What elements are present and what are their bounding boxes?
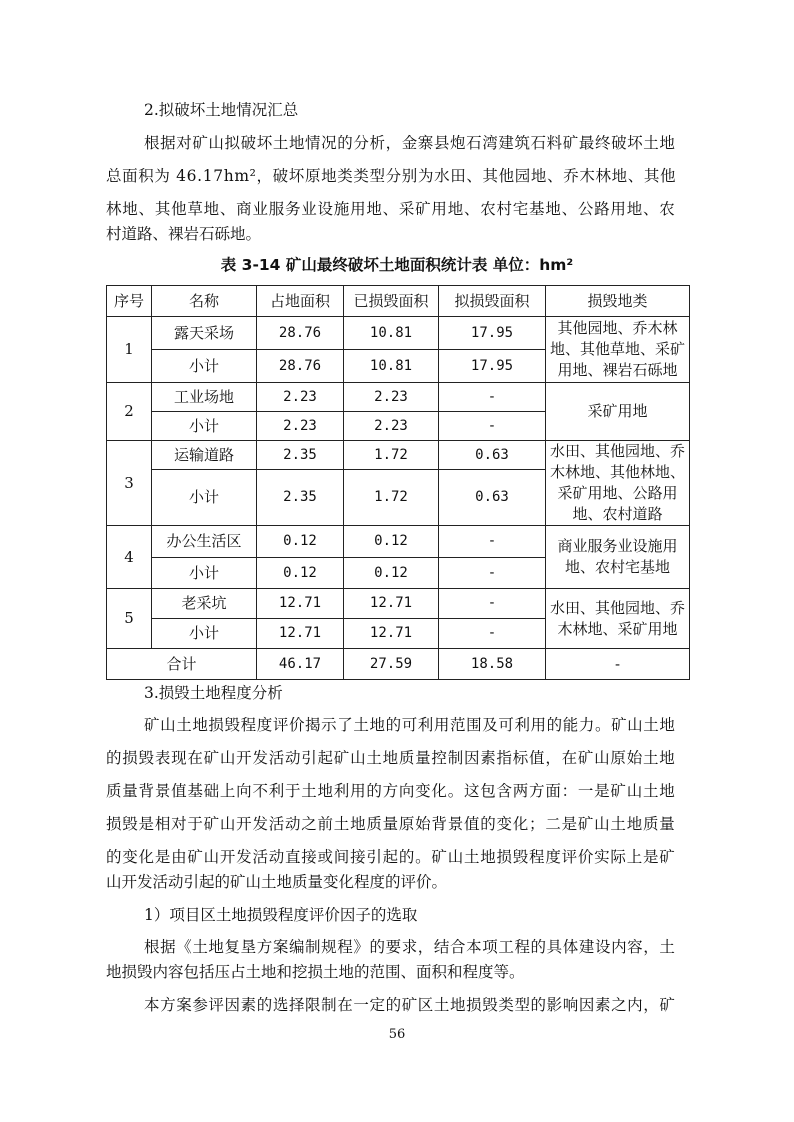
paragraph-line: 矿山土地损毁程度评价揭示了土地的可利用范围及可利用的能力。矿山土地	[144, 716, 676, 734]
cell-name: 工业场地	[152, 383, 257, 412]
table-total-row	[107, 649, 690, 680]
cell-name: 办公生活区	[152, 526, 257, 558]
col-header: 占地面积	[257, 286, 344, 317]
section3-heading: 3.损毁土地程度分析	[144, 684, 283, 702]
table-row	[107, 526, 690, 558]
cell-area: 0.12	[257, 558, 344, 589]
cell-damaged: 10.81	[344, 350, 439, 383]
table-header-row	[107, 286, 690, 317]
row-number: 3	[107, 441, 152, 526]
cell-name: 小计	[152, 619, 257, 649]
total-label: 合计	[107, 649, 257, 680]
cell-name: 小计	[152, 350, 257, 383]
paragraph-line: 根据对矿山拟破坏土地情况的分析，金寨县炮石湾建筑石料矿最终破坏土地	[144, 134, 676, 152]
cell-area: 12.71	[257, 619, 344, 649]
paragraph-line: 质量背景值基础上向不利于土地利用的方向变化。这包含两方面：一是矿山土地	[106, 782, 676, 800]
table-row	[107, 441, 690, 470]
paragraph-line: 山开发活动引起的矿山土地质量变化程度的评价。	[106, 873, 448, 891]
sub-heading: 1）项目区土地损毁程度评价因子的选取	[144, 906, 418, 924]
paragraph-line: 林地、其他草地、商业服务业设施用地、采矿用地、农村宅基地、公路用地、农	[106, 200, 676, 218]
paragraph-line: 根据《土地复垦方案编制规程》的要求，结合本项工程的具体建设内容，土	[144, 938, 676, 956]
cell-land-types: 水田、其他园地、乔木林地、采矿用地	[546, 589, 690, 649]
cell-area: 2.35	[257, 470, 344, 526]
row-number: 4	[107, 526, 152, 589]
paragraph-line: 的损毁表现在矿山开发活动引起矿山土地质量控制因素指标值，在矿山原始土地	[106, 749, 676, 767]
cell-damaged: 2.23	[344, 383, 439, 412]
cell-damaged: 12.71	[344, 619, 439, 649]
cell-planned: 17.95	[439, 317, 546, 350]
cell-land-types: 水田、其他园地、乔木林地、其他林地、采矿用地、公路用地、农村道路	[546, 441, 690, 526]
cell-area: 12.71	[257, 589, 344, 619]
cell-damaged: 12.71	[344, 589, 439, 619]
cell-planned: 0.63	[439, 441, 546, 470]
col-header: 序号	[107, 286, 152, 317]
cell-damaged: 10.81	[344, 317, 439, 350]
paragraph-line: 地损毁内容包括压占土地和挖损土地的范围、面积和程度等。	[106, 963, 525, 981]
cell-name: 小计	[152, 412, 257, 441]
cell-planned: -	[439, 589, 546, 619]
paragraph-line: 的变化是由矿山开发活动直接或间接引起的。矿山土地损毁程度评价实际上是矿	[106, 848, 676, 866]
cell-land-types: 商业服务业设施用地、农村宅基地	[546, 526, 690, 589]
cell-name: 小计	[152, 558, 257, 589]
table-row	[107, 383, 690, 412]
cell-area: 28.76	[257, 350, 344, 383]
cell-damaged: 1.72	[344, 470, 439, 526]
paragraph-line: 总面积为 46.17hm²，破坏原地类类型分别为水田、其他园地、乔木林地、其他	[106, 167, 677, 185]
cell-planned: 17.95	[439, 350, 546, 383]
cell-name: 露天采场	[152, 317, 257, 350]
total-damaged: 27.59	[344, 649, 439, 680]
cell-planned: -	[439, 526, 546, 558]
page-number: 56	[388, 1027, 406, 1042]
paragraph-line: 村道路、裸岩石砾地。	[106, 225, 262, 243]
col-header: 损毁地类	[546, 286, 690, 317]
cell-planned: -	[439, 558, 546, 589]
cell-planned: -	[439, 383, 546, 412]
cell-damaged: 2.23	[344, 412, 439, 441]
total-land-types: -	[546, 649, 690, 680]
section2-heading: 2.拟破坏土地情况汇总	[144, 101, 299, 119]
cell-name: 小计	[152, 470, 257, 526]
col-header: 已损毁面积	[344, 286, 439, 317]
cell-damaged: 0.12	[344, 558, 439, 589]
col-header: 拟损毁面积	[439, 286, 546, 317]
row-number: 1	[107, 317, 152, 383]
paragraph-line: 损毁是相对于矿山开发活动之前土地质量原始背景值的变化；二是矿山土地质量	[106, 815, 676, 833]
table-caption: 表 3-14 矿山最终破坏土地面积统计表 单位：hm²	[220, 256, 574, 274]
cell-area: 2.23	[257, 383, 344, 412]
cell-area: 2.35	[257, 441, 344, 470]
total-area: 46.17	[257, 649, 344, 680]
cell-land-types: 其他园地、乔木林地、其他草地、采矿用地、裸岩石砾地	[546, 317, 690, 383]
paragraph-line: 本方案参评因素的选择限制在一定的矿区土地损毁类型的影响因素之内，矿	[144, 996, 676, 1014]
cell-area: 2.23	[257, 412, 344, 441]
cell-damaged: 0.12	[344, 526, 439, 558]
table-row	[107, 589, 690, 619]
cell-area: 0.12	[257, 526, 344, 558]
row-number: 5	[107, 589, 152, 649]
table-row	[107, 317, 690, 350]
col-header: 名称	[152, 286, 257, 317]
cell-name: 运输道路	[152, 441, 257, 470]
row-number: 2	[107, 383, 152, 441]
cell-planned: 0.63	[439, 470, 546, 526]
land-damage-table	[106, 285, 690, 680]
total-planned: 18.58	[439, 649, 546, 680]
cell-name: 老采坑	[152, 589, 257, 619]
cell-planned: -	[439, 619, 546, 649]
cell-damaged: 1.72	[344, 441, 439, 470]
cell-area: 28.76	[257, 317, 344, 350]
cell-planned: -	[439, 412, 546, 441]
cell-land-types: 采矿用地	[546, 383, 690, 441]
